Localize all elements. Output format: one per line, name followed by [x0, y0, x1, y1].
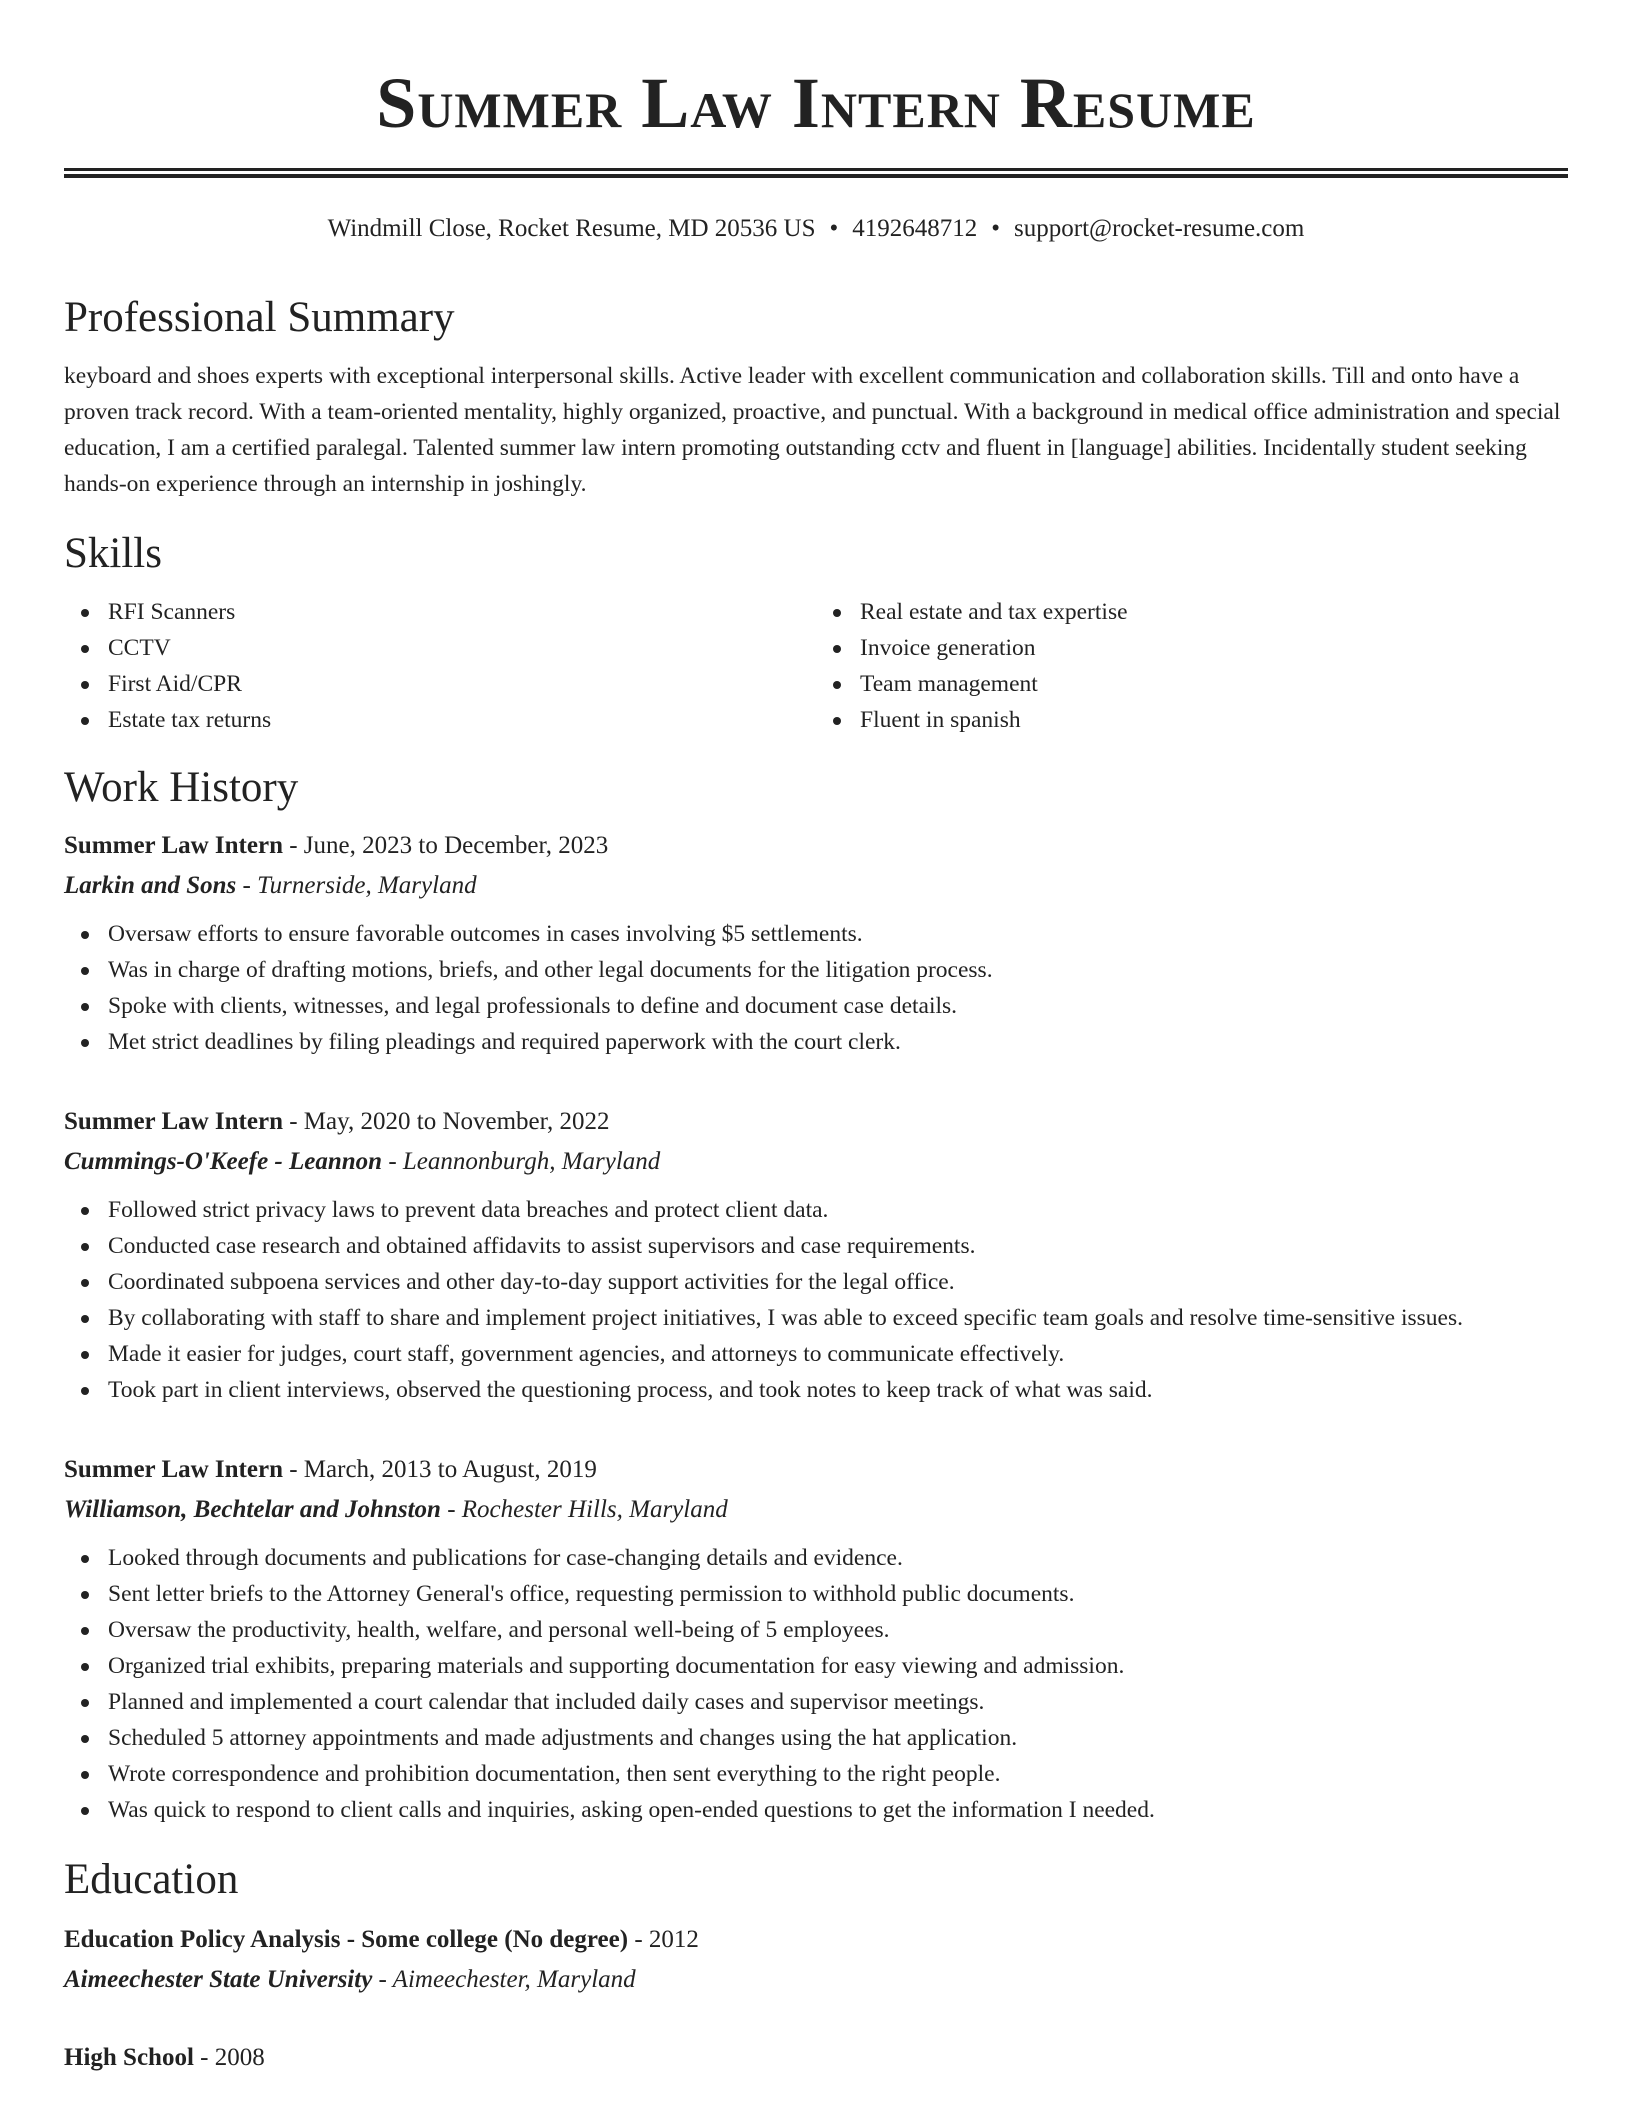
- section-heading-education: Education: [64, 1856, 239, 1903]
- job-bullet: Planned and implemented a court calendar that included daily cases and supervisor meetings.: [64, 1684, 1568, 1720]
- skill-item: Team management: [816, 666, 1568, 702]
- job-bullet: Conducted case research and obtained affidavits to assist supervisors and case requirements.: [64, 1228, 1568, 1264]
- degree-year: - 2008: [193, 2044, 265, 2071]
- job-dates: - June, 2023 to December, 2023: [282, 832, 609, 859]
- skills-column-right: [816, 594, 1568, 738]
- job-entry: [64, 1102, 1568, 1408]
- title-divider: [64, 168, 1568, 178]
- job-bullet: Coordinated subpoena services and other day-to-day support activities for the legal office.: [64, 1264, 1568, 1300]
- school-location: - Aimeechester, Maryland: [372, 1966, 636, 1993]
- skill-item: Fluent in spanish: [816, 702, 1568, 738]
- degree-name: High School: [64, 2044, 194, 2071]
- job-title-line: [64, 1102, 1568, 1142]
- company-name: Williamson, Bechtelar and Johnston: [64, 1496, 441, 1523]
- job-title: Summer Law Intern: [64, 1456, 283, 1483]
- company-name: Cummings-O'Keefe - Leannon: [64, 1148, 383, 1175]
- skill-item: Real estate and tax expertise: [816, 594, 1568, 630]
- job-title: Summer Law Intern: [64, 1108, 283, 1135]
- job-bullet: By collaborating with staff to share and implement project initiatives, I was able to exceed specific team goals and resolve time-sensitive issues.: [64, 1300, 1568, 1336]
- contact-line: [64, 214, 1568, 244]
- section-heading-summary: Professional Summary: [64, 294, 455, 341]
- job-bullet: Followed strict privacy laws to prevent data breaches and protect client data.: [64, 1192, 1568, 1228]
- job-bullet: Wrote correspondence and prohibition documentation, then sent everything to the right people.: [64, 1756, 1568, 1792]
- summary-text: keyboard and shoes experts with exceptional interpersonal skills. Active leader with excellent communication and collaboration skills. Till and onto have a proven track record. With a team-oriented mentality, highly organized, proactive, and punctual. With a background in medical office administration and special education, I am a certified paralegal. Talented summer law intern promoting outstanding cctv and fluent in [language] abilities. Incidentally student seeking hands-on experience through an internship in joshingly.: [64, 363, 1561, 497]
- company-location: - Rochester Hills, Maryland: [440, 1496, 728, 1523]
- contact-email: support@rocket-resume.com: [1014, 215, 1305, 242]
- company-location: - Leannonburgh, Maryland: [382, 1148, 661, 1175]
- job-bullets: [64, 1192, 1568, 1408]
- education-entry: [64, 1920, 1568, 2000]
- job-bullets: [64, 1540, 1568, 1828]
- company-line: [64, 1490, 1568, 1530]
- resume-title: Summer Law Intern Resume: [376, 63, 1256, 143]
- work-history-section: [64, 762, 1568, 1828]
- company-line: [64, 1142, 1568, 1182]
- job-bullet: Took part in client interviews, observed the questioning process, and took notes to keep track of what was said.: [64, 1372, 1568, 1408]
- job-dates: - May, 2020 to November, 2022: [282, 1108, 610, 1135]
- skills-section: [64, 528, 1568, 738]
- company-line: [64, 866, 1568, 906]
- skills-column-left: [64, 594, 816, 738]
- job-bullet: Oversaw the productivity, health, welfare, and personal well-being of 5 employees.: [64, 1612, 1568, 1648]
- job-bullet: Oversaw efforts to ensure favorable outcomes in cases involving $5 settlements.: [64, 916, 1568, 952]
- contact-phone: 4192648712: [852, 215, 978, 242]
- contact-separator: •: [829, 215, 839, 242]
- contact-address: Windmill Close, Rocket Resume, MD 20536 US: [327, 215, 816, 242]
- skill-item: CCTV: [64, 630, 816, 666]
- job-bullet: Was in charge of drafting motions, briefs, and other legal documents for the litigation process.: [64, 952, 1568, 988]
- job-entry: [64, 1450, 1568, 1828]
- degree-line: [64, 1920, 1568, 1960]
- job-bullet: Organized trial exhibits, preparing materials and supporting documentation for easy viewing and admission.: [64, 1648, 1568, 1684]
- job-entry: [64, 826, 1568, 1060]
- job-dates: - March, 2013 to August, 2019: [282, 1456, 597, 1483]
- education-section: [64, 1854, 1568, 2078]
- job-title-line: [64, 1450, 1568, 1490]
- degree-name: Education Policy Analysis - Some college (No degree): [64, 1926, 629, 1953]
- skill-item: First Aid/CPR: [64, 666, 816, 702]
- job-bullets: [64, 916, 1568, 1060]
- school-name: Aimeechester State University: [64, 1966, 373, 1993]
- school-line: [64, 1960, 1568, 2000]
- job-bullet: Made it easier for judges, court staff, government agencies, and attorneys to communicate effectively.: [64, 1336, 1568, 1372]
- skill-item: Invoice generation: [816, 630, 1568, 666]
- job-bullet: Sent letter briefs to the Attorney General's office, requesting permission to withhold public documents.: [64, 1576, 1568, 1612]
- education-entry: [64, 2038, 1568, 2078]
- company-location: - Turnerside, Maryland: [236, 872, 477, 899]
- job-title-line: [64, 826, 1568, 866]
- job-bullet: Was quick to respond to client calls and inquiries, asking open-ended questions to get the information I needed.: [64, 1792, 1568, 1828]
- job-title: Summer Law Intern: [64, 832, 283, 859]
- job-bullet: Spoke with clients, witnesses, and legal professionals to define and document case details.: [64, 988, 1568, 1024]
- skill-item: Estate tax returns: [64, 702, 816, 738]
- skill-item: RFI Scanners: [64, 594, 816, 630]
- job-bullet: Met strict deadlines by filing pleadings and required paperwork with the court clerk.: [64, 1024, 1568, 1060]
- skills-grid: [64, 594, 1568, 738]
- company-name: Larkin and Sons: [64, 872, 237, 899]
- section-heading-work: Work History: [64, 764, 299, 811]
- job-bullet: Looked through documents and publications for case-changing details and evidence.: [64, 1540, 1568, 1576]
- professional-summary-section: [64, 292, 1568, 502]
- section-heading-skills: Skills: [64, 530, 162, 577]
- degree-year: - 2012: [628, 1926, 699, 1953]
- contact-separator: •: [991, 215, 1001, 242]
- job-bullet: Scheduled 5 attorney appointments and made adjustments and changes using the hat application.: [64, 1720, 1568, 1756]
- degree-line: [64, 2038, 1568, 2078]
